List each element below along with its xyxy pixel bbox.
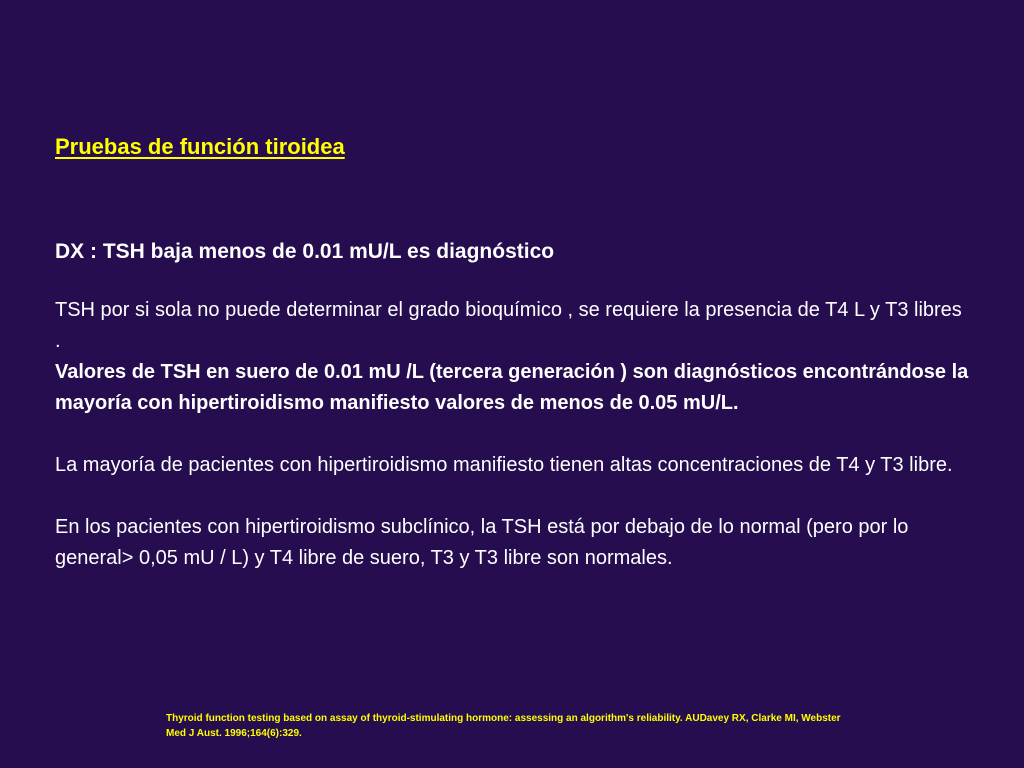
- paragraph-tsh-alone: TSH por si sola no puede determinar el grado bioquímico , se requiere la presencia de T4 L y T3 libres .: [55, 299, 962, 352]
- paragraph-tsh-values: Valores de TSH en suero de 0.01 mU /L (tercera generación ) son diagnósticos encontrándose la mayoría con hipertiroidismo manifiesto valores de menos de 0.05 mU/L.: [55, 361, 969, 414]
- slide-title: Pruebas de función tiroidea: [55, 134, 345, 159]
- paragraph-subclinical-hyperthyroidism: En los pacientes con hipertiroidismo subclínico, la TSH está por debajo de lo normal (pero por lo general> 0,05 mU / L) y T4 libre de suero, T3 y T3 libre son normales.: [55, 516, 909, 569]
- reference-line-2: Med J Aust. 1996;164(6):329.: [166, 728, 302, 739]
- slide-body: [55, 236, 970, 574]
- paragraph-overt-hyperthyroidism: La mayoría de pacientes con hipertiroidismo manifiesto tienen altas concentraciones de T4 y T3 libre.: [55, 454, 953, 476]
- reference-line-1: Thyroid function testing based on assay of thyroid-stimulating hormone: assessing an algorithm's reliability. AUDavey RX, Clarke MI, Webster: [166, 713, 841, 724]
- dx-line: DX : TSH baja menos de 0.01 mU/L es diagnóstico: [55, 240, 555, 263]
- reference-citation: [166, 711, 946, 741]
